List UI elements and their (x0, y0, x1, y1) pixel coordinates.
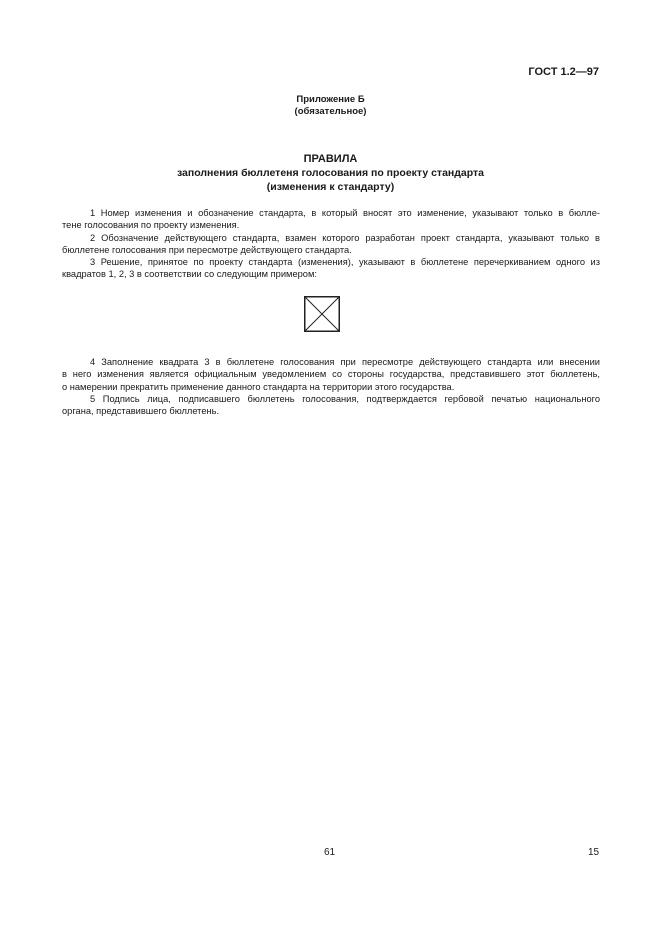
text-line: о намерении прекратить применение данного стандарта на территории этого государства. (62, 381, 455, 392)
paragraph-4 (62, 356, 600, 393)
text-line: 3 Решение, принятое по проекту стандарта (изменения), указывают в бюллетене перечеркиванием одного из (90, 257, 600, 268)
paragraph-5 (62, 393, 600, 418)
text-line: в него изменения является официальным уведомлением со стороны государства, представившего этот бюллетень, (62, 369, 600, 380)
rules-subtitle: заполнения бюллетеня голосования по проекту стандарта (176, 167, 485, 179)
text-line: бюллетене голосования при пересмотре действующего стандарта. (62, 244, 352, 255)
rules-title: ПРАВИЛА (303, 153, 358, 165)
paragraph-2 (62, 232, 600, 257)
page-number-center: 61 (324, 847, 336, 858)
text-line: органа, представившего бюллетень. (62, 406, 220, 417)
rules-subtitle-2: (изменения к стандарту) (266, 181, 395, 193)
page-number-right: 15 (588, 847, 600, 858)
text-line: 1 Номер изменения и обозначение стандарта, в который вносят это изменение, указывают только в бюлле- (90, 208, 600, 218)
text-line: квадратов 1, 2, 3 в соответствии со следующим примером: (62, 269, 317, 280)
document-id: ГОСТ 1.2—97 (528, 66, 599, 78)
rules-paragraphs-top (62, 207, 600, 281)
crossed-box-example-icon (304, 296, 340, 332)
text-line: тене голосования по проекту изменения. (62, 220, 240, 231)
appendix-note: (обязательное) (294, 106, 367, 117)
text-line: 5 Подпись лица, подписавшего бюллетень голосования, подтверждается гербовой печатью национального (90, 393, 600, 404)
paragraph-3 (62, 256, 600, 281)
text-line: 2 Обозначение действующего стандарта, взамен которого разработан проект стандарта, указывают только в (90, 232, 600, 243)
appendix-title: Приложение Б (296, 94, 365, 105)
rules-paragraphs-bottom (62, 356, 600, 417)
paragraph-1 (62, 207, 600, 232)
text-line: 4 Заполнение квадрата 3 в бюллетене голосования при пересмотре действующего стандарта или внесении (90, 357, 600, 367)
